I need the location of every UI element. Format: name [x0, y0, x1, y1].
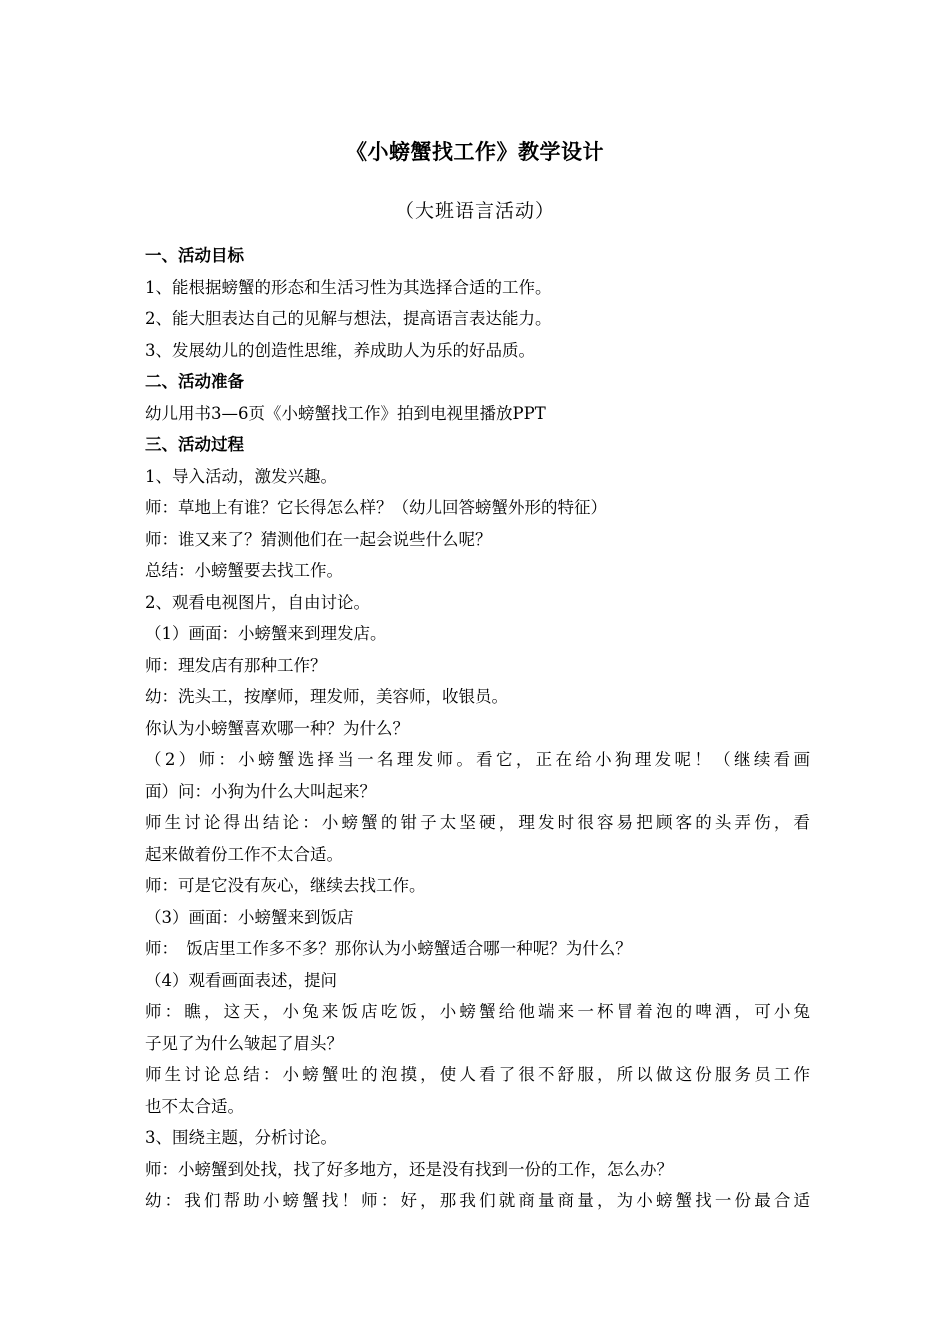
paragraph-line: （3）画面：小螃蟹来到饭店 [145, 907, 354, 927]
paragraph-line: （2）师：小螃蟹选择当一名理发师。看它，正在给小狗理发呢！（继续看画 [145, 750, 810, 769]
document-subtitle: （大班语言活动） [394, 200, 555, 222]
paragraph-line: 师：可是它没有灰心，继续去找工作。 [145, 876, 426, 895]
section-heading: 一、活动目标 [145, 246, 244, 265]
paragraph-line: 幼儿用书3—6页《小螃蟹找工作》拍到电视里播放PPT [145, 403, 546, 423]
paragraph-line: 师：瞧，这天，小兔来饭店吃饭，小螃蟹给他端来一杯冒着泡的啤酒，可小兔 [145, 1002, 810, 1021]
paragraph-line: 师： 饭店里工作多不多？那你认为小螃蟹适合哪一种呢？为什么？ [145, 939, 632, 958]
section-heading: 二、活动准备 [145, 372, 244, 391]
document-body [145, 240, 810, 1217]
paragraph-line: 幼：我们帮助小螃蟹找！师：好，那我们就商量商量，为小螃蟹找一份最合适 [145, 1191, 810, 1210]
paragraph-line: 3、围绕主题，分析讨论。 [145, 1128, 337, 1147]
paragraph-line: 1、能根据螃蟹的形态和生活习性为其选择合适的工作。 [145, 277, 552, 297]
paragraph-line: 幼：洗头工，按摩师，理发师，美容师，收银员。 [145, 687, 508, 706]
paragraph-line: 1、导入活动，激发兴趣。 [145, 466, 337, 486]
paragraph-line: 师：谁又来了？猜测他们在一起会说些什么呢？ [145, 529, 492, 549]
paragraph-line: 师：理发店有那种工作？ [145, 655, 327, 675]
paragraph-line: 师生讨论总结：小螃蟹吐的泡摸，使人看了很不舒服，所以做这份服务员工作 [145, 1065, 810, 1084]
paragraph-line: 师：小螃蟹到处找，找了好多地方，还是没有找到一份的工作，怎么办？ [145, 1159, 673, 1179]
paragraph-line: 2、观看电视图片，自由讨论。 [145, 592, 370, 612]
section-heading: 三、活动过程 [145, 435, 244, 454]
paragraph-line: 总结：小螃蟹要去找工作。 [145, 561, 343, 580]
paragraph-line: 师生讨论得出结论：小螃蟹的钳子太坚硬，理发时很容易把顾客的头弄伤，看 [145, 813, 810, 832]
paragraph-line: 3、发展幼儿的创造性思维，养成助人为乐的好品质。 [145, 340, 535, 360]
paragraph-line: 子见了为什么皱起了眉头？ [145, 1033, 343, 1053]
paragraph-line: （1）画面：小螃蟹来到理发店。 [145, 624, 387, 643]
paragraph-line: （4）观看画面表述，提问 [145, 970, 337, 990]
paragraph-line: 你认为小螃蟹喜欢哪一种？为什么？ [145, 718, 409, 738]
paragraph-line: 2、能大胆表达自己的见解与想法，提高语言表达能力。 [145, 309, 552, 328]
paragraph-line: 也不太合适。 [145, 1096, 244, 1116]
document-title: 《小螃蟹找工作》教学设计 [346, 139, 604, 164]
paragraph-line: 面）问：小狗为什么大叫起来？ [145, 781, 376, 801]
paragraph-line: 师：草地上有谁？它长得怎么样？（幼儿回答螃蟹外形的特征） [145, 498, 607, 517]
paragraph-line: 起来做着份工作不太合适。 [145, 844, 343, 864]
